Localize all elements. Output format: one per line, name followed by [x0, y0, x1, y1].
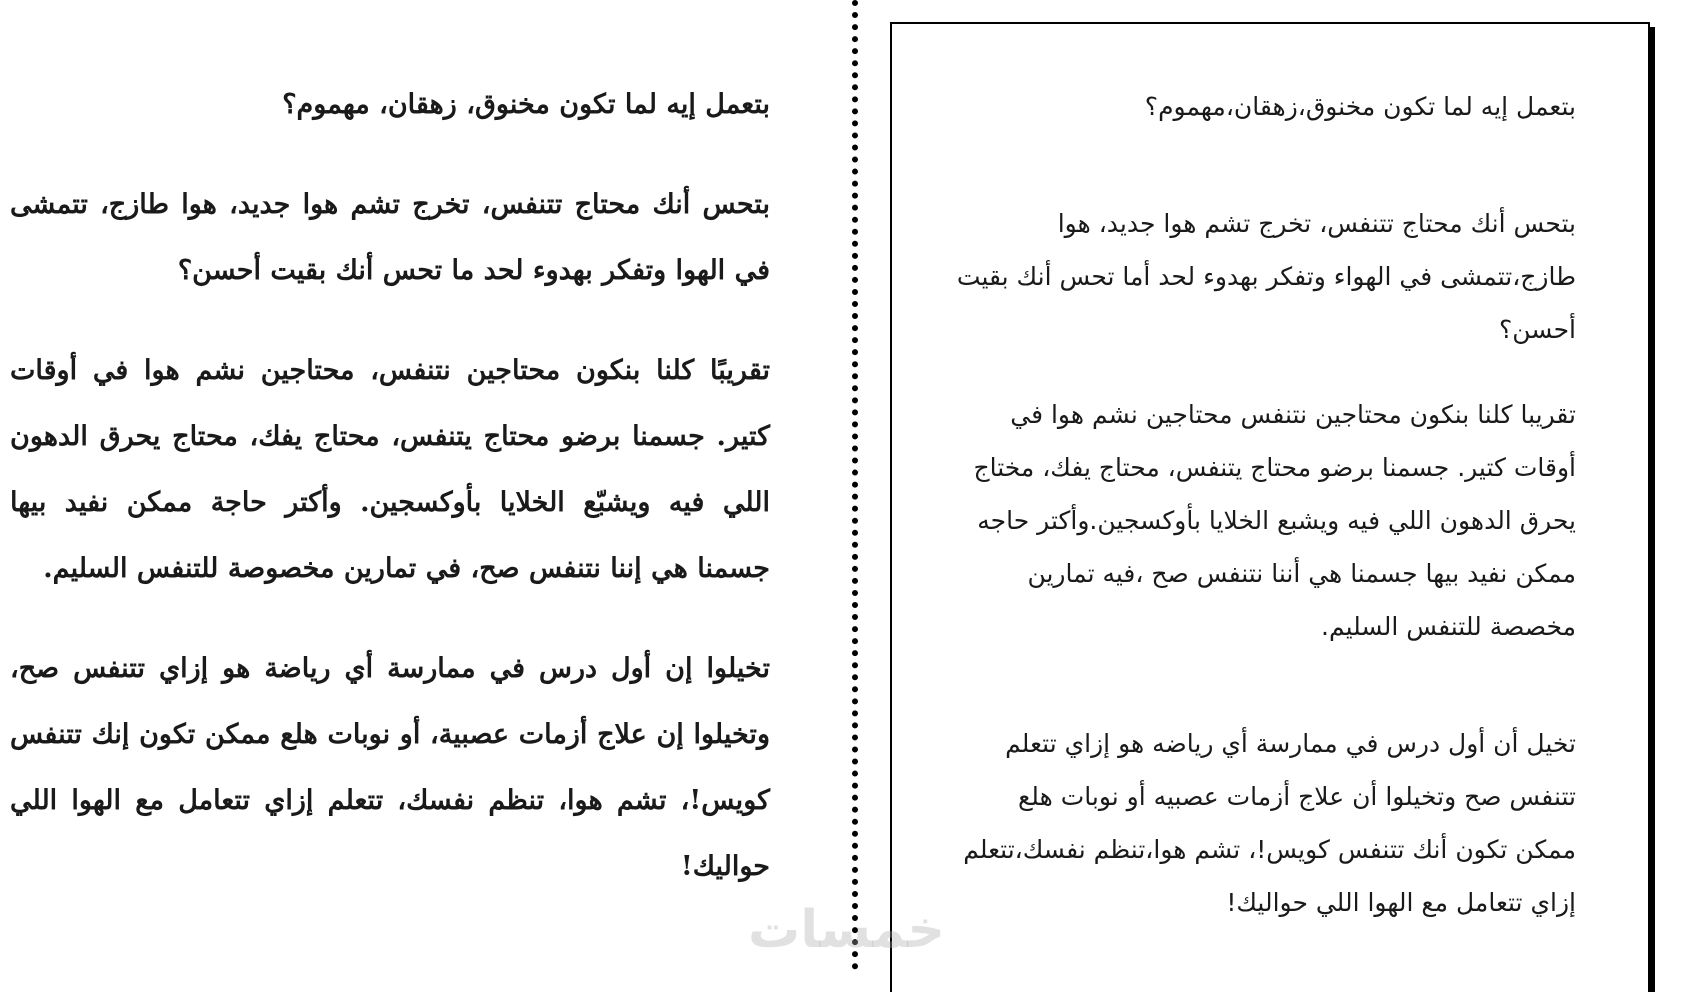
right-paragraph-1: بتعمل إيه لما تكون مخنوق،زهقان،مهموم؟: [1144, 92, 1576, 121]
right-paragraph-2: بتحس أنك محتاج تتنفس، تخرج تشم هوا جديد، هوا طازج،تتمشى في الهواء وتفكر بهدوء لحد أما تحس أنك بقيت أحسن؟: [956, 209, 1576, 344]
watermark-logo: خمسات: [748, 900, 946, 960]
right-paragraph-3: تقريبا كلنا بنكون محتاجين نتنفس محتاجين نشم هوا في أوقات كتير. جسمنا برضو محتاج يتنفس، محتاج يفك، مختاج يحرق الدهون اللي فيه ويشبع الخلايا بأوكسجين.وأكتر حاجه ممكن نفيد بيها جسمنا هي أننا نتنفس صح ،فيه تمارين مخصصة للتنفس السليم.: [973, 400, 1576, 641]
left-paragraph-2: بتحس أنك محتاج تتنفس، تخرج تشم هوا جديد، هوا طازج، تتمشى في الهوا وتفكر بهدوء لحد ما تحس أنك بقيت أحسن؟: [10, 189, 770, 286]
right-paragraph-4: تخيل أن أول درس في ممارسة أي رياضه هو إزاي تتعلم تتنفس صح وتخيلوا أن علاج أزمات عصبيه أو نوبات هلع ممكن تكون أنك تتنفس كويس!، تشم هوا،تنظم نفسك،تتعلم إزاي تتعامل مع الهوا اللي حواليك!: [963, 729, 1576, 917]
dotted-divider: [852, 0, 858, 970]
left-paragraph-4: تخيلوا إن أول درس في ممارسة أي رياضة هو إزاي تتنفس صح، وتخيلوا إن علاج أزمات عصبية، أو نوبات هلع ممكن تكون إنك تتنفس كويس!، تشم هوا، تنظم نفسك، تتعلم إزاي تتعامل مع الهوا اللي حواليك!: [10, 653, 770, 882]
left-paragraph-1: بتعمل إيه لما تكون مخنوق، زهقان، مهموم؟: [282, 89, 770, 120]
left-page-text: [0, 0, 835, 970]
right-text-box: [890, 22, 1650, 992]
left-paragraph-3: تقريبًا كلنا بنكون محتاجين نتنفس، محتاجين نشم هوا في أوقات كتير. جسمنا برضو محتاج يتنفس، محتاج يفك، محتاج يحرق الدهون اللي فيه ويشبّع الخلايا بأوكسجين. وأكتر حاجة ممكن نفيد بيها جسمنا هي إننا نتنفس صح، في تمارين مخصوصة للتنفس السليم.: [10, 355, 771, 584]
